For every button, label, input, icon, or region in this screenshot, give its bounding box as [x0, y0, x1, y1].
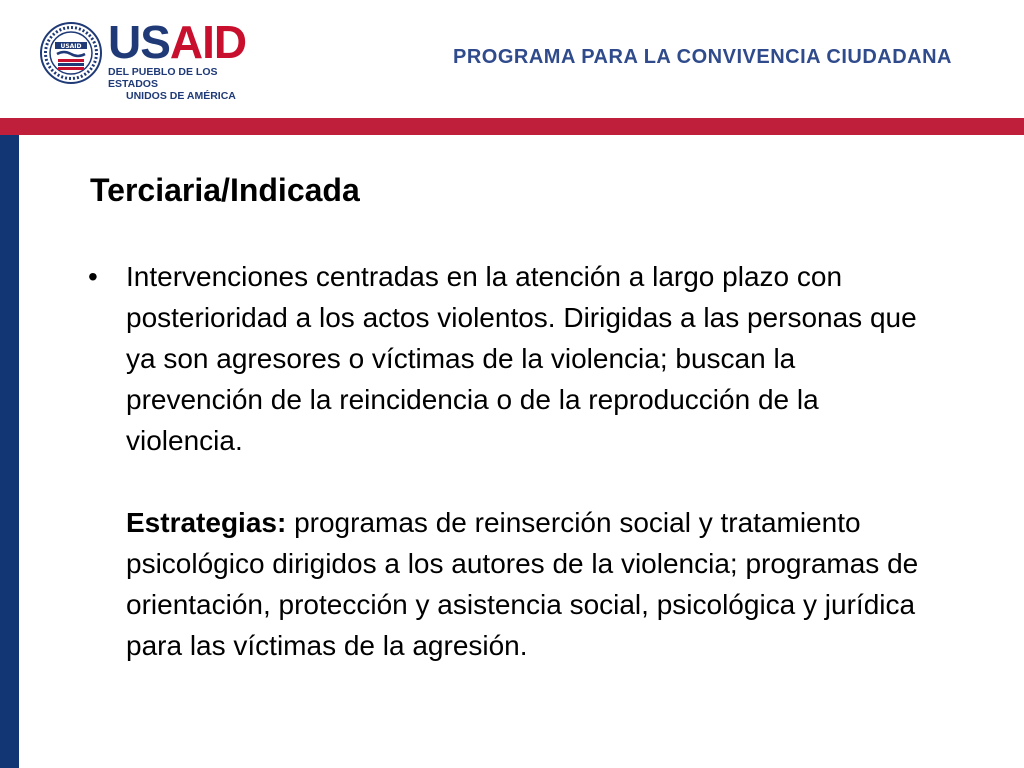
logo-subtitle [108, 66, 258, 102]
paragraph-spacer [88, 461, 948, 502]
logo-subtitle-line1: DEL PUEBLO DE LOS ESTADOS [108, 66, 218, 90]
strategies-text: programas de reinserción social y tratamiento psicológico dirigidos a los autores de la violencia; programas de orientación, protección y asistencia social, psicológica y jurídica para las víctimas de la agresión. [126, 507, 919, 661]
slide-title: Terciaria/Indicada [90, 172, 360, 208]
logo-word-us: US [108, 16, 170, 68]
bullet-block [88, 256, 948, 666]
strategies-label: Estrategias: [126, 507, 287, 538]
bullet-icon: • [88, 261, 98, 292]
bullet-paragraph-strategies [126, 502, 926, 666]
usaid-seal-icon [40, 22, 102, 84]
bullet-paragraph-description: Intervenciones centradas en la atención a largo plazo con posterioridad a los actos violentos. Dirigidas a las personas que ya son agresores o víctimas de la violencia; buscan la prevención de la reincidencia o de la reproducción de la violencia. [126, 261, 917, 456]
header [0, 0, 1024, 118]
header-divider-bar [0, 118, 1024, 135]
program-title: PROGRAMA PARA LA CONVIVENCIA CIUDADANA [453, 46, 952, 68]
left-accent-stripe [0, 135, 19, 768]
logo-subtitle-line2: UNIDOS DE AMÉRICA [126, 90, 236, 102]
logo-wordmark [108, 16, 258, 68]
logo-word-aid: AID [169, 16, 247, 68]
seal-inner-text: USAID [60, 43, 82, 50]
usaid-logo [108, 16, 258, 102]
